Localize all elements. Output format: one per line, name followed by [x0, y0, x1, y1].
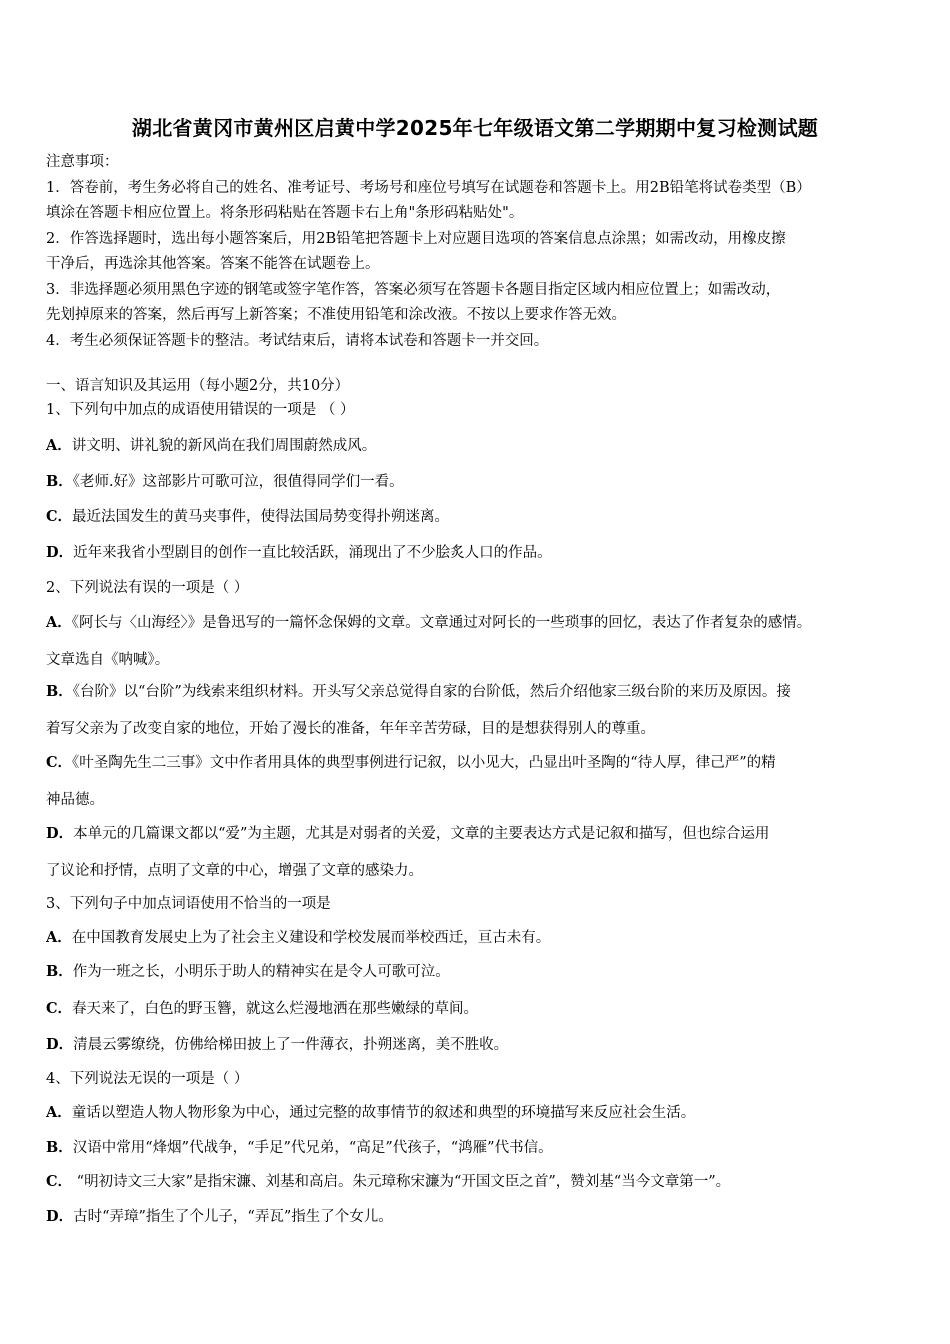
option-text: 汉语中常用“烽烟”代战争，“手足”代兄弟，“高足”代孩子，“鸿雁”代书信。 [72, 1140, 553, 1156]
question-2-option-b [46, 680, 916, 704]
option-text: 童话以塑造人物人物形象为中心，通过完整的故事情节的叙述和典型的环境描写来反应社会生活。 [71, 1105, 696, 1121]
question-2-stem: 2、下列说法有误的一项是（ ） [46, 580, 249, 596]
question-4-option-d [46, 1205, 916, 1229]
question-4-stem: 4、下列说法无误的一项是（ ） [46, 1071, 249, 1087]
option-letter: D． [46, 544, 74, 561]
option-text: 在中国教育发展史上为了社会主义建设和学校发展而举校西迁，亘古未有。 [71, 930, 551, 946]
option-letter: D． [46, 1036, 74, 1053]
option-letter: B． [46, 1139, 73, 1156]
question-4-option-c [46, 1170, 916, 1194]
option-letter: A． [46, 1104, 72, 1121]
question-3-option-d [46, 1033, 916, 1057]
option-text: 清晨云雾缭绕，仿佛给梯田披上了一件薄衣，扑朔迷离，美不胜收。 [73, 1037, 509, 1053]
option-letter: C． [46, 1173, 73, 1190]
option-letter: B． [46, 963, 73, 980]
option-text: 春天来了，白色的野玉簪，就这么烂漫地洒在那些嫩绿的草间。 [72, 1001, 479, 1017]
option-letter: C． [46, 754, 73, 771]
option-text: 古时“弄璋”指生了个儿子，“弄瓦”指生了个女儿。 [73, 1209, 393, 1225]
option-text: 作为一班之长，小明乐于助人的精神实在是令人可歌可泣。 [72, 964, 450, 980]
question-4-option-b [46, 1136, 916, 1160]
option-letter: A． [46, 614, 72, 631]
question-3-option-b [46, 960, 916, 984]
question-4-option-a [46, 1101, 916, 1125]
option-letter: D． [46, 1208, 74, 1225]
question-3-option-a [46, 926, 916, 950]
option-letter: C． [46, 1000, 73, 1017]
question-1-option-d [46, 541, 916, 565]
notes-line: 2．作答选择题时，选出每小题答案后，用2B铅笔把答题卡上对应题目选项的答案信息点涂黑；如需改动，用橡皮擦 [46, 230, 786, 247]
question-1-option-b [46, 470, 916, 494]
notes-heading: 注意事项： [46, 154, 119, 170]
question-2-option-a-cont: 文章选自《呐喊》。 [46, 652, 170, 668]
question-2-option-a [46, 611, 916, 635]
option-letter: C． [46, 508, 73, 525]
option-text: 《老师.好》这部影片可歌可泣，很值得同学们一看。 [72, 474, 404, 490]
option-text: 最近法国发生的黄马夹事件，使得法国局势变得扑朔迷离。 [72, 509, 450, 525]
notes-line: 3．非选择题必须用黑色字迹的钢笔或签字笔作答，答案必须写在答题卡各题目指定区域内相应位置上；如需改动， [46, 281, 781, 298]
question-1-option-c [46, 505, 916, 529]
page-title: 湖北省黄冈市黄州区启黄中学2025年七年级语文第二学期期中复习检测试题 [131, 116, 819, 140]
question-2-option-d-cont: 了议论和抒情，点明了文章的中心，增强了文章的感染力。 [46, 863, 423, 879]
notes-line: 4．考生必须保证答题卡的整洁。考试结束后，请将本试卷和答题卡一并交回。 [46, 332, 549, 349]
option-text: 《叶圣陶先生二三事》文中作者用具体的典型事例进行记叙，以小见大，凸显出叶圣陶的“待人厚，律己严”的精 [72, 755, 776, 771]
question-1-stem: 1、下列句中加点的成语使用错误的一项是 （ ） [46, 402, 355, 418]
question-2-option-d [46, 822, 916, 846]
option-text: 《阿长与〈山海经〉》是鲁迅写的一篇怀念保姆的文章。文章通过对阿长的一些琐事的回忆，表达了作者复杂的感情。 [71, 615, 812, 631]
option-text: 本单元的几篇课文都以“爱”为主题，尤其是对弱者的关爱，文章的主要表达方式是记叙和描写，但也综合运用 [73, 826, 770, 842]
option-text: 近年来我省小型剧目的创作一直比较活跃，涌现出了不少脍炙人口的作品。 [73, 545, 552, 561]
notes-line: 先划掉原来的答案，然后再写上新答案；不准使用铅笔和涂改液。不按以上要求作答无效。 [46, 307, 626, 323]
option-letter: A． [46, 437, 72, 454]
question-2-option-b-cont: 着写父亲为了改变自家的地位，开始了漫长的准备，年年辛苦劳碌，目的是想获得别人的尊重。 [46, 721, 655, 737]
option-text: 讲文明、讲礼貌的新风尚在我们周围蔚然成风。 [71, 438, 377, 454]
option-letter: B． [46, 683, 73, 700]
option-letter: D． [46, 825, 74, 842]
section-heading: 一、语言知识及其运用（每小题2分，共10分） [46, 378, 350, 394]
question-2-option-c-cont: 神品德。 [46, 792, 104, 808]
notes-line: 填涂在答题卡相应位置上。将条形码粘贴在答题卡右上角"条形码粘贴处"。 [46, 205, 524, 221]
option-text: “明初诗文三大家”是指宋濂、刘基和高启。朱元璋称宋濂为“开国文臣之首”，赞刘基“当今文章第一”。 [72, 1174, 731, 1190]
notes-block [46, 150, 908, 354]
question-3-option-c [46, 997, 916, 1021]
notes-line: 干净后，再选涂其他答案。答案不能答在试题卷上。 [46, 256, 380, 272]
question-2-option-c [46, 751, 916, 775]
question-1-option-a [46, 434, 916, 458]
option-text: 《台阶》以“台阶”为线索来组织材料。开头写父亲总觉得自家的台阶低，然后介绍他家三级台阶的来历及原因。接 [72, 684, 791, 700]
question-3-stem: 3、下列句子中加点词语使用不恰当的一项是 [46, 896, 331, 912]
option-letter: A． [46, 929, 72, 946]
option-letter: B． [46, 473, 73, 490]
notes-line: 1．答卷前，考生务必将自己的姓名、准考证号、考场号和座位号填写在试题卷和答题卡上。用2B铅笔将试卷类型（B） [46, 179, 811, 196]
